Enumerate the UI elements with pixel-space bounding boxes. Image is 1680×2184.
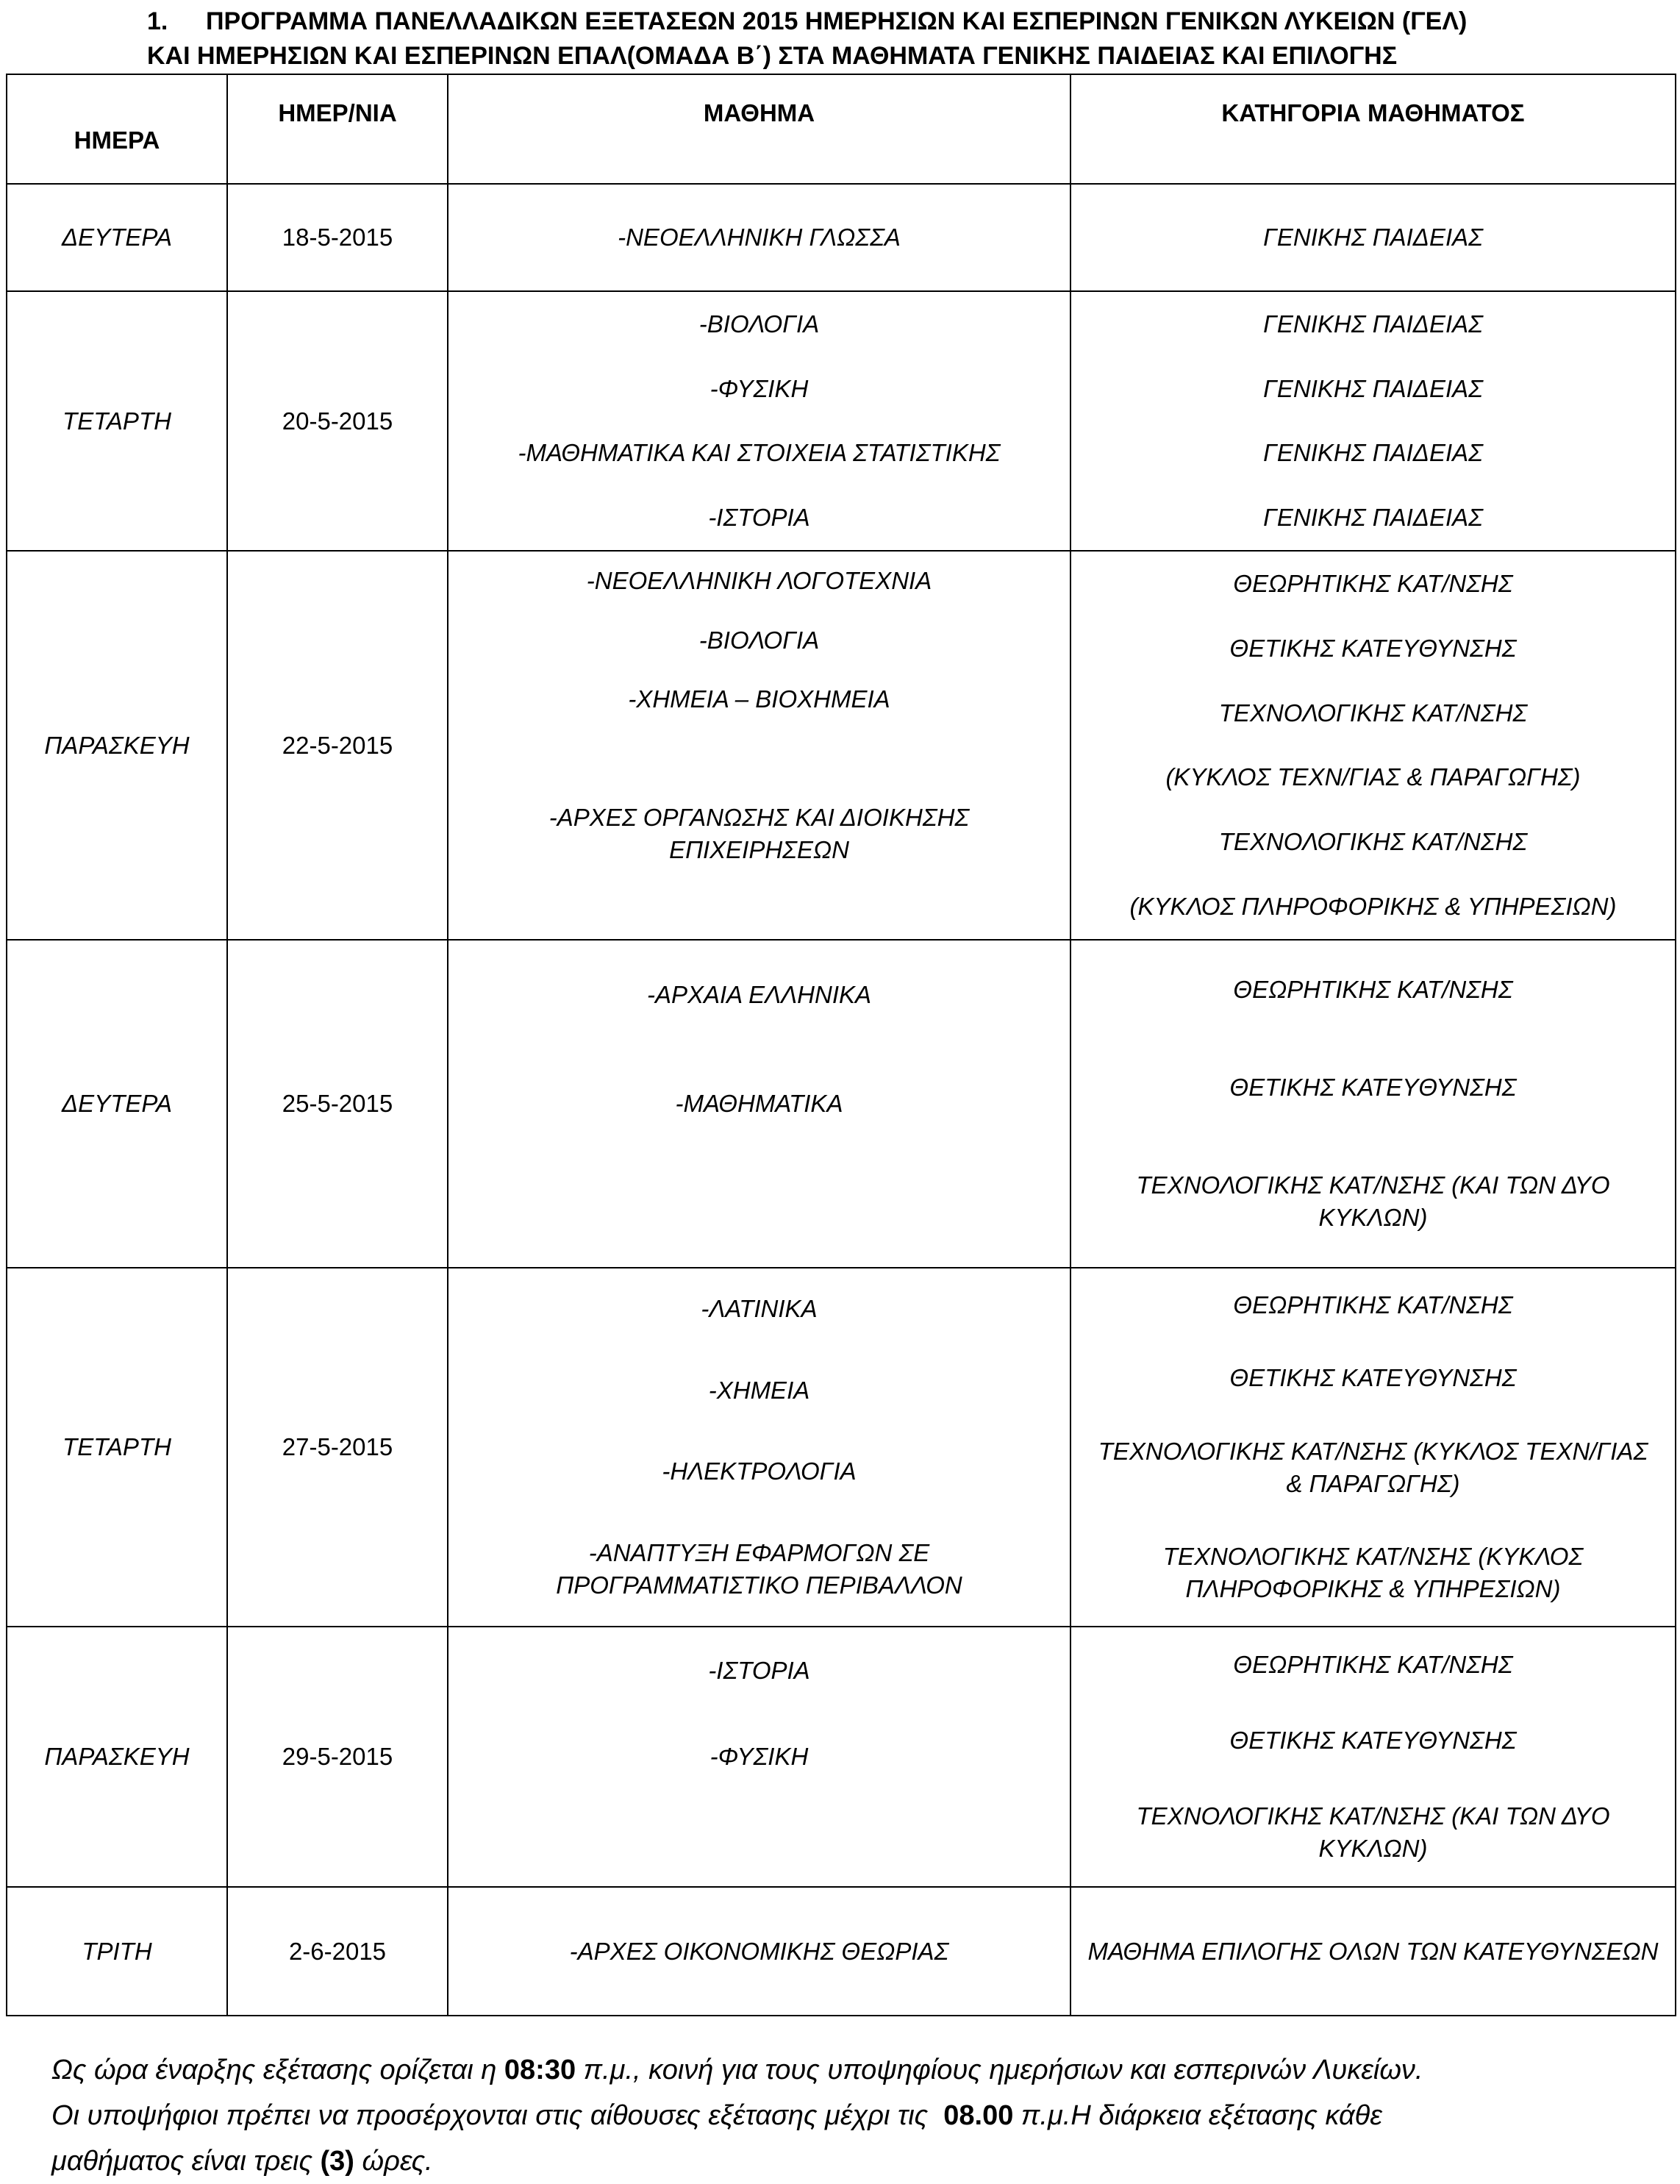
subject: -ΙΣΤΟΡΙΑ: [708, 504, 810, 532]
row-categories: [1070, 551, 1676, 940]
heading-number: 1.: [147, 7, 168, 35]
note-line-3: μαθήματος είναι τρεις (3) ώρες.: [51, 2146, 433, 2177]
row-categories: [1070, 940, 1676, 1268]
header-subject: ΜΑΘΗΜΑ: [448, 74, 1070, 184]
category: ΘΕΤΙΚΗΣ ΚΑΤΕΥΘΥΝΣΗΣ: [1229, 1073, 1517, 1101]
table-row: [7, 184, 1676, 291]
table-row: [7, 1268, 1676, 1627]
table-row: [7, 551, 1676, 940]
category: ΘΕΩΡΗΤΙΚΗΣ ΚΑΤ/ΝΣΗΣ: [1233, 1651, 1513, 1679]
subject: -ΧΗΜΕΙΑ: [708, 1376, 810, 1404]
category: ΤΕΧΝΟΛΟΓΙΚΗΣ ΚΑΤ/ΝΣΗΣ (ΚΥΚΛΟΣ ΤΕΧΝ/ΓΙΑΣ & ΠΑΡΑΓΩΓΗΣ): [1098, 1437, 1648, 1497]
table-row: [7, 940, 1676, 1268]
category: ΤΕΧΝΟΛΟΓΙΚΗΣ ΚΑΤ/ΝΣΗΣ (ΚΑΙ ΤΩΝ ΔΥΟ ΚΥΚΛΩΝ): [1136, 1171, 1610, 1232]
subject: [741, 1827, 777, 1859]
row-categories: [1070, 1887, 1676, 2016]
row-day: ΤΕΤΑΡΤΗ: [7, 1268, 227, 1627]
category: ΤΕΧΝΟΛΟΓΙΚΗΣ ΚΑΤ/ΝΣΗΣ: [1218, 699, 1528, 727]
subject: [741, 893, 777, 926]
header-date: ΗΜΕΡ/ΝΙΑ: [227, 74, 448, 184]
row-subjects: [448, 1627, 1070, 1887]
exam-schedule-table: [6, 74, 1676, 2016]
subject: -ΒΙΟΛΟΓΙΑ: [698, 626, 820, 654]
category: ΘΕΩΡΗΤΙΚΗΣ ΚΑΤ/ΝΣΗΣ: [1233, 569, 1513, 597]
row-date: 20-5-2015: [227, 291, 448, 551]
duration-hours: (3): [320, 2146, 354, 2177]
category: ΤΕΧΝΟΛΟΓΙΚΗΣ ΚΑΤ/ΝΣΗΣ (ΚΥΚΛΟΣ ΠΛΗΡΟΦΟΡΙΚΗΣ & ΥΠΗΡΕΣΙΩΝ): [1162, 1543, 1584, 1603]
row-day: ΔΕΥΤΕΡΑ: [7, 940, 227, 1268]
subject: -ΑΡΧΑΙΑ ΕΛΛΗΝΙΚΑ: [646, 981, 872, 1008]
subject: -ΜΑΘΗΜΑΤΙΚΑ ΚΑΙ ΣΤΟΙΧΕΙΑ ΣΤΑΤΙΣΤΙΚΗΣ: [518, 439, 1001, 467]
category: ΘΕΤΙΚΗΣ ΚΑΤΕΥΘΥΝΣΗΣ: [1229, 1364, 1517, 1392]
row-day: ΠΑΡΑΣΚΕΥΗ: [7, 551, 227, 940]
table-row: [7, 1627, 1676, 1887]
row-subjects: [448, 291, 1070, 551]
category: ΘΕΩΡΗΤΙΚΗΣ ΚΑΤ/ΝΣΗΣ: [1233, 975, 1513, 1003]
table-row: [7, 1887, 1676, 2016]
subject: [741, 1196, 777, 1229]
row-date: 18-5-2015: [227, 184, 448, 291]
category: ΘΕΤΙΚΗΣ ΚΑΤΕΥΘΥΝΣΗΣ: [1229, 634, 1517, 662]
subject: -ΑΝΑΠΤΥΞΗ ΕΦΑΡΜΟΓΩΝ ΣΕ ΠΡΟΓΡΑΜΜΑΤΙΣΤΙΚΟ ΠΕΡΙΒΑΛΛΟΝ: [556, 1538, 962, 1599]
category: ΓΕΝΙΚΗΣ ΠΑΙΔΕΙΑΣ: [1263, 504, 1483, 532]
row-subjects: [448, 551, 1070, 940]
row-date: 27-5-2015: [227, 1268, 448, 1627]
row-subjects: [448, 940, 1070, 1268]
category: ΓΕΝΙΚΗΣ ΠΑΙΔΕΙΑΣ: [1263, 310, 1483, 338]
category: (ΚΥΚΛΟΣ ΠΛΗΡΟΦΟΡΙΚΗΣ & ΥΠΗΡΕΣΙΩΝ): [1129, 893, 1617, 921]
note-line-2: Οι υποψήφιοι πρέπει να προσέρχονται στις αίθουσες εξέτασης μέχρι τις 08.00 π.μ.Η διάρκεια εξέτασης κάθε: [51, 2100, 1382, 2131]
heading-line-1: [147, 4, 1618, 39]
header-category: ΚΑΤΗΓΟΡΙΑ ΜΑΘΗΜΑΤΟΣ: [1070, 74, 1676, 184]
heading-line-1-text: ΠΡΟΓΡΑΜΜΑ ΠΑΝΕΛΛΑΔΙΚΩΝ ΕΞΕΤΑΣΕΩΝ 2015 ΗΜΕΡΗΣΙΩΝ ΚΑΙ ΕΣΠΕΡΙΝΩΝ ΓΕΝΙΚΩΝ ΛΥΚΕΙΩΝ (ΓΕΛ): [206, 7, 1468, 35]
category: ΓΕΝΙΚΗΣ ΠΑΙΔΕΙΑΣ: [1263, 224, 1483, 251]
start-time: 08:30: [504, 2055, 576, 2085]
subject: -ΑΡΧΕΣ ΟΙΚΟΝΟΜΙΚΗΣ ΘΕΩΡΙΑΣ: [569, 1937, 949, 1965]
category: (ΚΥΚΛΟΣ ΤΕΧΝ/ΓΙΑΣ & ΠΑΡΑΓΩΓΗΣ): [1165, 763, 1581, 791]
subject: -ΝΕΟΕΛΛΗΝΙΚΗ ΛΟΓΟΤΕΧΝΙΑ: [586, 567, 932, 595]
row-subjects: [448, 1268, 1070, 1627]
subject: -ΑΡΧΕΣ ΟΡΓΑΝΩΣΗΣ ΚΑΙ ΔΙΟΙΚΗΣΗΣ ΕΠΙΧΕΙΡΗΣΕΩΝ: [548, 804, 970, 864]
subject: -ΦΥΣΙΚΗ: [709, 1742, 809, 1770]
subject: -ΙΣΤΟΡΙΑ: [708, 1656, 810, 1684]
heading-line-2: ΚΑΙ ΗΜΕΡΗΣΙΩΝ ΚΑΙ ΕΣΠΕΡΙΝΩΝ ΕΠΑΛ(ΟΜΑΔΑ Β΄) ΣΤΑ ΜΑΘΗΜΑΤΑ ΓΕΝΙΚΗΣ ΠΑΙΔΕΙΑΣ ΚΑΙ ΕΠΙΛΟΓΗΣ: [147, 42, 1398, 70]
subject: [741, 743, 777, 775]
subject: -ΒΙΟΛΟΓΙΑ: [698, 310, 820, 338]
row-date: 2-6-2015: [227, 1887, 448, 2016]
category: ΤΕΧΝΟΛΟΓΙΚΗΣ ΚΑΤ/ΝΣΗΣ: [1218, 828, 1528, 856]
exam-notes: [51, 2047, 1654, 2184]
category: ΜΑΘΗΜΑ ΕΠΙΛΟΓΗΣ ΟΛΩΝ ΤΩΝ ΚΑΤΕΥΘΥΝΣΕΩΝ: [1087, 1937, 1659, 1965]
subject: -ΝΕΟΕΛΛΗΝΙΚΗ ΓΛΩΣΣΑ: [618, 224, 901, 251]
table-row: [7, 291, 1676, 551]
subject: -ΦΥΣΙΚΗ: [709, 374, 809, 402]
category: ΓΕΝΙΚΗΣ ΠΑΙΔΕΙΑΣ: [1263, 374, 1483, 402]
category: ΘΕΤΙΚΗΣ ΚΑΤΕΥΘΥΝΣΗΣ: [1229, 1726, 1517, 1754]
category: ΤΕΧΝΟΛΟΓΙΚΗΣ ΚΑΤ/ΝΣΗΣ (ΚΑΙ ΤΩΝ ΔΥΟ ΚΥΚΛΩΝ): [1136, 1802, 1610, 1862]
row-subjects: [448, 1887, 1070, 2016]
row-categories: [1070, 184, 1676, 291]
category: ΓΕΝΙΚΗΣ ΠΑΙΔΕΙΑΣ: [1263, 439, 1483, 467]
document-heading: [147, 4, 1618, 74]
row-date: 25-5-2015: [227, 940, 448, 1268]
row-date: 22-5-2015: [227, 551, 448, 940]
row-date: 29-5-2015: [227, 1627, 448, 1887]
row-categories: [1070, 291, 1676, 551]
subject: -ΧΗΜΕΙΑ – ΒΙΟΧΗΜΕΙΑ: [628, 685, 890, 713]
row-day: ΤΕΤΑΡΤΗ: [7, 291, 227, 551]
arrival-time: 08.00: [943, 2100, 1014, 2131]
table-header-row: [7, 74, 1676, 184]
note-line-1: Ως ώρα έναρξης εξέτασης ορίζεται η 08:30 π.μ., κοινή για τους υποψηφίους ημερήσιων και εσπερινών Λυκείων.: [51, 2055, 1423, 2085]
category: ΘΕΩΡΗΤΙΚΗΣ ΚΑΤ/ΝΣΗΣ: [1233, 1291, 1513, 1318]
header-day: ΗΜΕΡΑ: [7, 74, 227, 184]
row-subjects: [448, 184, 1070, 291]
subject: -ΛΑΤΙΝΙΚΑ: [701, 1295, 818, 1323]
row-categories: [1070, 1627, 1676, 1887]
row-categories: [1070, 1268, 1676, 1627]
subject: -ΜΑΘΗΜΑΤΙΚΑ: [675, 1090, 843, 1117]
subject: -ΗΛΕΚΤΡΟΛΟΓΙΑ: [662, 1457, 857, 1485]
row-day: ΠΑΡΑΣΚΕΥΗ: [7, 1627, 227, 1887]
row-day: ΤΡΙΤΗ: [7, 1887, 227, 2016]
row-day: ΔΕΥΤΕΡΑ: [7, 184, 227, 291]
